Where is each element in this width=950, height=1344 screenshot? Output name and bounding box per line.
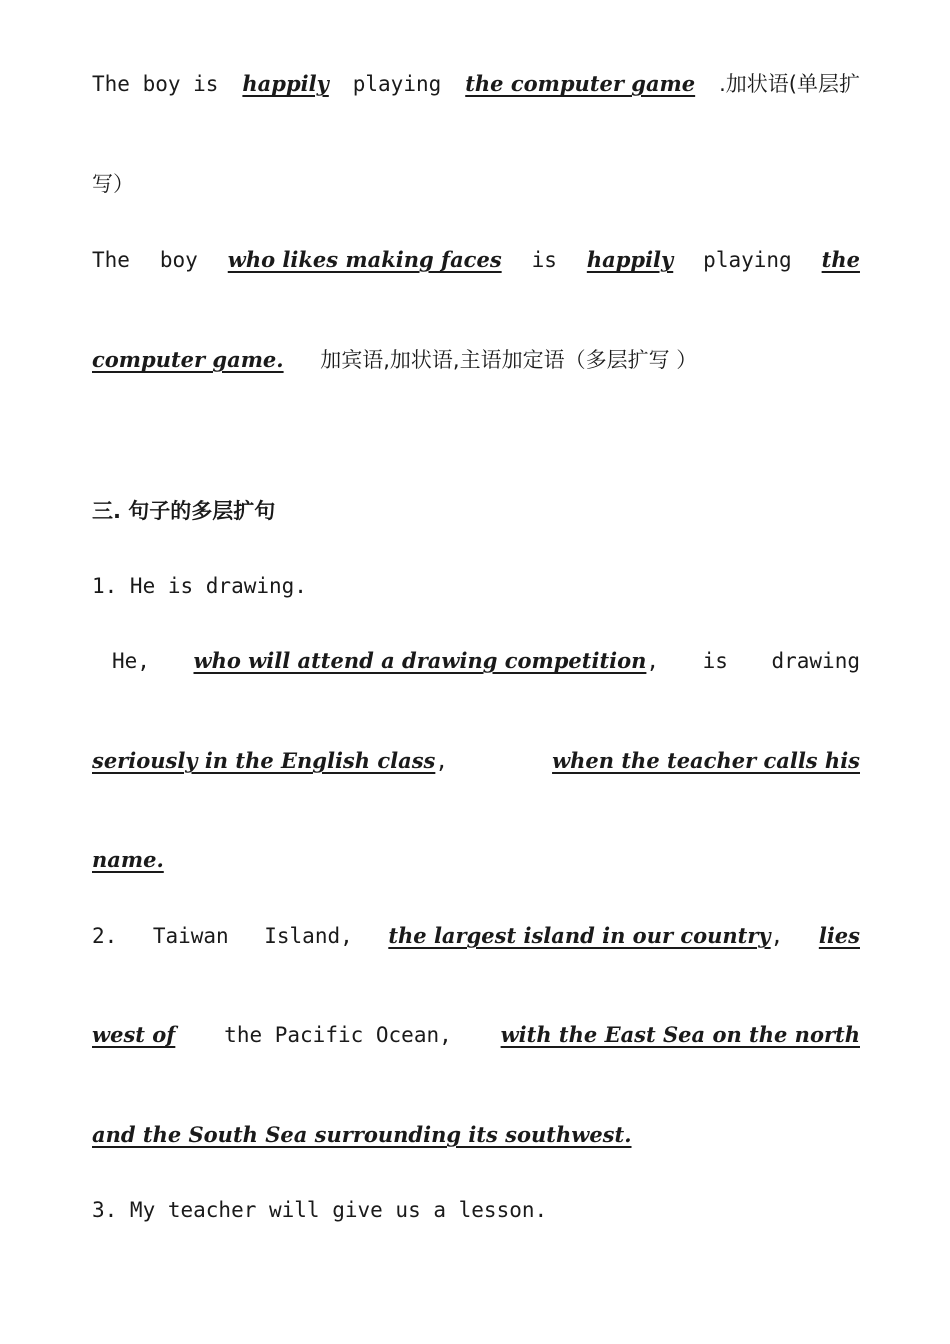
plain-text: The boy is — [92, 72, 219, 96]
plain-text: is — [531, 248, 557, 272]
plain-text: is — [702, 649, 728, 673]
answer-group — [388, 922, 783, 950]
answer-blank: the largest island in our country — [388, 923, 771, 948]
plain-text: , — [435, 749, 448, 773]
exercise-item-3: 3. My teacher will give us a lesson. — [92, 1198, 548, 1222]
answer-line-1b — [92, 747, 860, 775]
answer-blank: name. — [92, 847, 164, 872]
section-heading: 三. 句子的多层扩句 — [92, 499, 276, 523]
answer-blank: the — [821, 247, 860, 272]
answer-line-1c — [92, 846, 860, 874]
answer-line-2b — [92, 1021, 860, 1049]
answer-line-2c — [92, 1121, 860, 1149]
answer-blank: seriously in the English class — [92, 748, 436, 773]
text-line-1 — [92, 70, 860, 98]
plain-text: The — [92, 248, 130, 272]
answer-blank: happily — [242, 71, 329, 96]
answer-blank: west of — [92, 1022, 176, 1047]
plain-text: Taiwan — [152, 924, 229, 948]
answer-blank: who will attend a drawing competition — [193, 648, 647, 673]
answer-blank: lies — [818, 923, 860, 948]
plain-text: , — [646, 649, 660, 673]
answer-blank: when the teacher calls his — [552, 748, 860, 773]
annotation-text: .加状语(单层扩 — [719, 72, 860, 96]
answer-blank: happily — [586, 247, 674, 272]
text-line-2: 写） — [92, 172, 134, 196]
answer-line-1a — [112, 647, 860, 675]
plain-text: playing — [352, 72, 442, 96]
text-line-4 — [92, 346, 860, 374]
answer-blank: who likes making faces — [227, 247, 502, 272]
plain-text: the Pacific Ocean, — [224, 1023, 452, 1047]
plain-text: He, — [112, 649, 150, 673]
exercise-item-1: 1. He is drawing. — [92, 574, 307, 598]
exercise-item-2 — [92, 922, 860, 950]
annotation-text: 加宾语,加状语,主语加定语（多层扩写 ） — [320, 348, 698, 372]
text-line-3 — [92, 246, 860, 274]
answer-blank: and the South Sea surrounding its southwest. — [92, 1122, 632, 1147]
plain-text: playing — [703, 248, 792, 272]
answer-blank: with the East Sea on the north — [500, 1022, 860, 1047]
answer-blank: computer game. — [92, 347, 284, 372]
answer-group — [194, 647, 660, 675]
answer-blank: the computer game — [465, 71, 696, 96]
plain-text: , — [770, 924, 784, 948]
plain-text: drawing — [771, 649, 860, 673]
plain-text: Island, — [264, 924, 353, 948]
answer-group — [92, 747, 448, 775]
plain-text: 2. — [92, 924, 118, 948]
plain-text: boy — [159, 248, 198, 272]
